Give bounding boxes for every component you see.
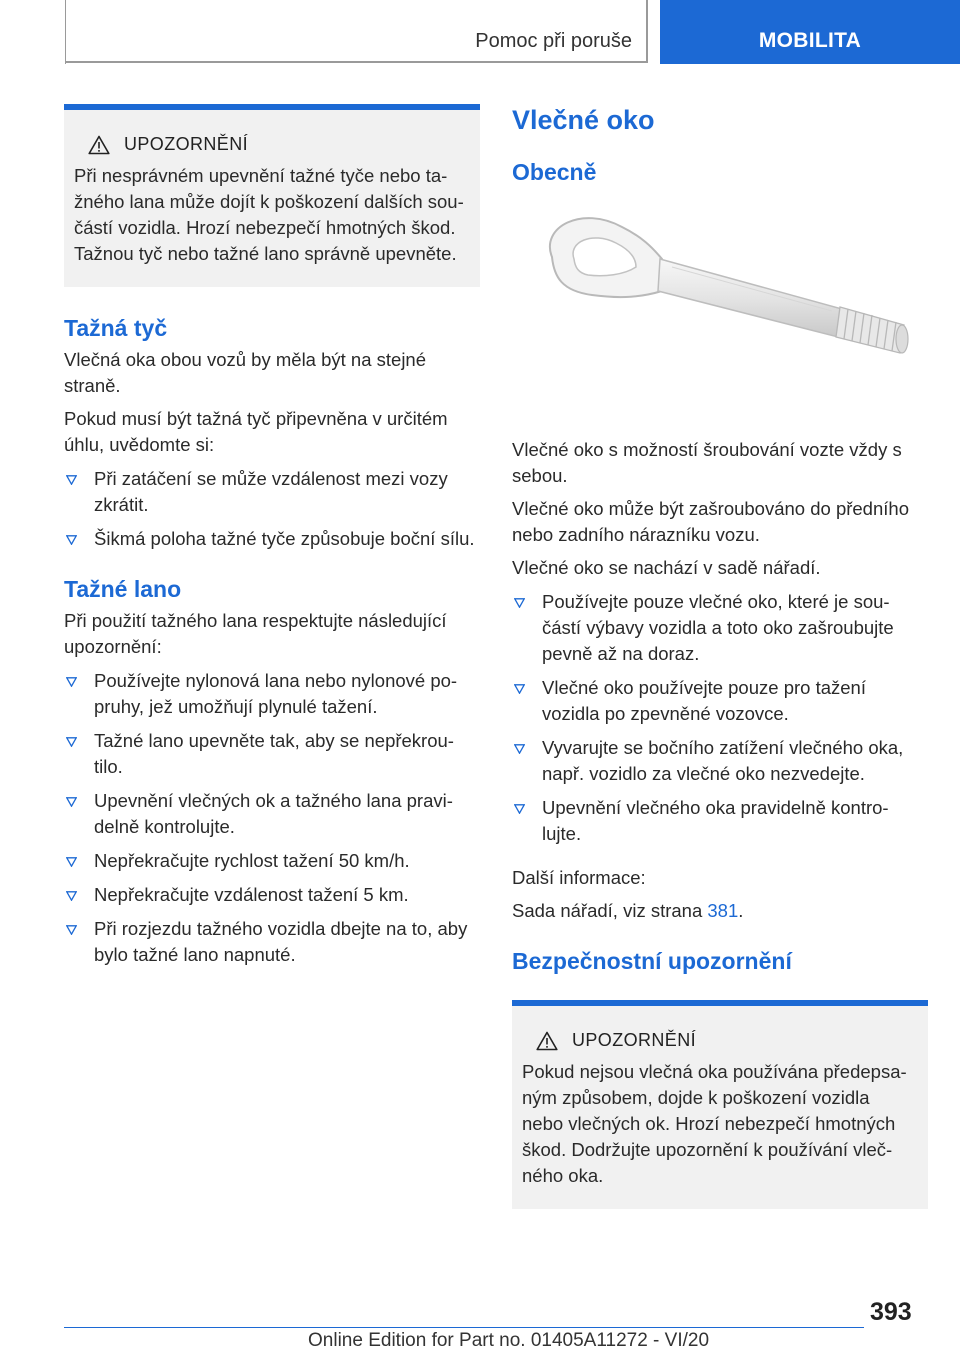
header-section-box (65, 0, 648, 63)
list-item-text: Šikmá poloha tažné tyče způsobuje boční sílu. (94, 528, 475, 549)
general-para-3: Vlečné oko se nachází v sadě nářadí. (512, 557, 821, 578)
list-item-text: Nepřekračujte rychlost tažení 50 km/h. (94, 850, 410, 871)
page-reference-link[interactable]: 381 (707, 900, 739, 921)
more-info-label: Další informace: (512, 867, 646, 888)
warning-line: Tažnou tyč nebo tažné lano správně upevněte. (74, 243, 457, 264)
bullet-triangle-icon (514, 684, 525, 694)
right-column (512, 104, 928, 1209)
general-para-1: Vlečné oko s možností šroubování vozte vždy s sebou. (512, 439, 902, 486)
tow-eye-illustration (512, 187, 928, 437)
warning-text (522, 1059, 918, 1189)
list-item (64, 668, 480, 720)
list-item-text: Vyvarujte se bočního zatížení vlečného oka, např. vozidlo za vlečné oko nezvedejte. (542, 737, 904, 784)
more-info-suffix: . (738, 900, 744, 921)
heading-safety: Bezpečnostní upozornění (512, 948, 792, 974)
heading-general: Obecně (512, 159, 597, 185)
tow-bar-para-1: Vlečná oka obou vozů by měla být na stejné straně. (64, 349, 427, 396)
list-item-text: Při zatáčení se může vzdálenost mezi vozy zkrátit. (94, 468, 448, 515)
footer-edition: Online Edition for Part no. 01405A11272 - VI/20 (308, 1330, 710, 1351)
heading-tow-rope: Tažné lano (64, 576, 182, 602)
list-item-text: Používejte nylonová lana nebo nylonové po‐ pruhy, jež umožňují plynulé tažení. (94, 670, 458, 717)
bullet-triangle-icon (66, 797, 77, 807)
warning-line: škod. Dodržujte upozornění k používání vleč‐ (522, 1139, 893, 1160)
chapter-tab-label: MOBILITA (758, 29, 862, 52)
list-item (64, 466, 480, 518)
warning-title: UPOZORNĚNÍ (572, 1030, 697, 1050)
warning-line: ného oka. (522, 1165, 604, 1186)
list-item (512, 795, 928, 847)
bullet-triangle-icon (66, 857, 77, 867)
warning-line: žného lana může dojít k poškození dalších sou‐ (74, 191, 464, 212)
left-column (64, 104, 480, 968)
list-item-text: Tažné lano upevněte tak, aby se nepřekrou‐ tilo. (94, 730, 454, 777)
list-item-text: Nepřekračujte vzdálenost tažení 5 km. (94, 884, 409, 905)
list-item-text: Při rozjezdu tažného vozidla dbejte na to, aby bylo tažné lano napnuté. (94, 918, 468, 965)
list-item (64, 848, 480, 874)
list-item-text: Upevnění vlečných ok a tažného lana pravi‐ delně kontrolujte. (94, 790, 453, 837)
bullet-triangle-icon (66, 891, 77, 901)
tow-eye-list (512, 589, 928, 847)
page-number: 393 (870, 1298, 912, 1326)
list-item (64, 526, 480, 552)
more-info-text: Sada nářadí, viz strana (512, 900, 708, 921)
bullet-triangle-icon (66, 737, 77, 747)
warning-box-tow-eye (512, 1000, 928, 1209)
list-item (64, 882, 480, 908)
bullet-triangle-icon (66, 535, 77, 545)
tow-rope-para-1: Při použití tažného lana respektujte následující upozornění: (64, 610, 447, 657)
more-info-line (512, 898, 928, 924)
warning-line: Pokud nejsou vlečná oka používána předepsa‐ (522, 1061, 907, 1082)
warning-line: částí vozidla. Hrozí nebezpečí hmotných škod. (74, 217, 456, 238)
tow-eye-image (512, 187, 928, 437)
list-item (512, 675, 928, 727)
warning-header (74, 134, 470, 155)
tow-bar-list (64, 466, 480, 552)
bullet-triangle-icon (514, 804, 525, 814)
list-item (64, 788, 480, 840)
bullet-triangle-icon (66, 475, 77, 485)
warning-triangle-icon (88, 135, 110, 155)
list-item-text: Používejte pouze vlečné oko, které je sou‐ částí výbavy vozidla a toto oko zašroubujte pevně až na doraz. (542, 591, 894, 664)
list-item (512, 735, 928, 787)
general-para-2: Vlečné oko může být zašroubováno do předního nebo zadního nárazníku vozu. (512, 498, 909, 545)
page-title: Vlečné oko (512, 105, 655, 135)
bullet-triangle-icon (66, 677, 77, 687)
warning-line: ným způsobem, dojde k poškození vozidla (522, 1087, 870, 1108)
list-item (512, 589, 928, 667)
warning-line: nebo vlečných ok. Hrozí nebezpečí hmotných (522, 1113, 896, 1134)
warning-line: Při nesprávném upevnění tažné tyče nebo ta‐ (74, 165, 448, 186)
bullet-triangle-icon (514, 744, 525, 754)
list-item-text: Upevnění vlečného oka pravidelně kontro‐ lujte. (542, 797, 889, 844)
bullet-triangle-icon (514, 598, 525, 608)
warning-text (74, 163, 470, 267)
header-section-title: Pomoc při poruše (475, 30, 632, 52)
list-item-text: Vlečné oko používejte pouze pro tažení vozidla po zpevněné vozovce. (542, 677, 866, 724)
heading-tow-bar: Tažná tyč (64, 315, 168, 341)
bullet-triangle-icon (66, 925, 77, 935)
footer-rule (64, 1327, 864, 1328)
warning-header (522, 1030, 918, 1051)
warning-triangle-icon (536, 1031, 558, 1051)
list-item (64, 916, 480, 968)
tow-rope-list (64, 668, 480, 968)
list-item (64, 728, 480, 780)
warning-title: UPOZORNĚNÍ (124, 134, 249, 154)
tow-bar-para-2: Pokud musí být tažná tyč připevněna v určitém úhlu, uvědomte si: (64, 408, 448, 455)
warning-box-tow-bar (64, 104, 480, 287)
chapter-tab[interactable] (660, 0, 960, 64)
